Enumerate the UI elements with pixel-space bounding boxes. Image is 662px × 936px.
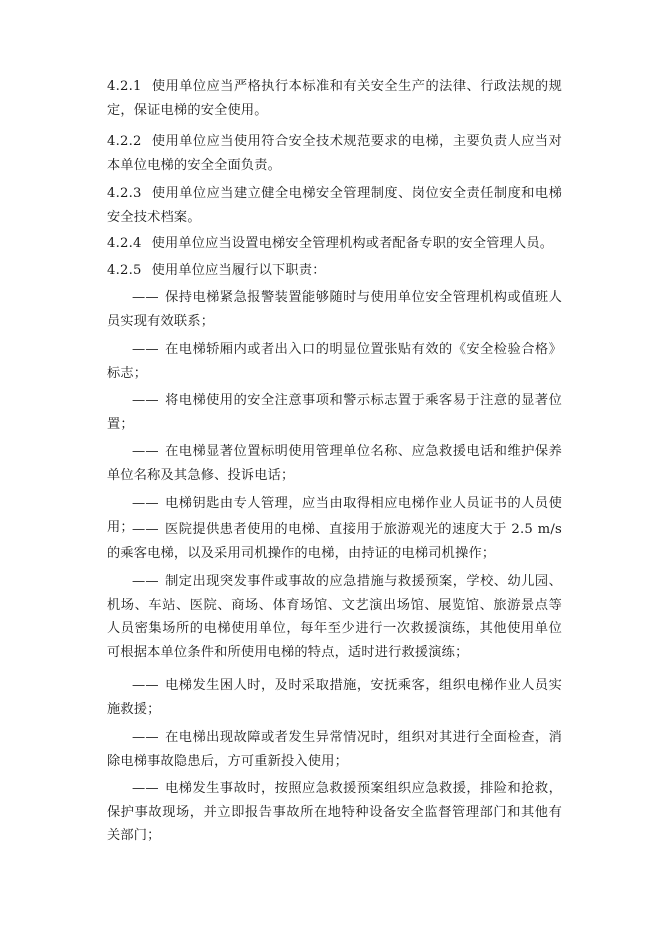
duty-text: 在电梯显著位置标明使用管理单位名称、应急救援电话和维护保养单位名称及其急修、投诉电话； — [107, 444, 562, 483]
duty-text: 电梯钥匙由专人管理，应当由取得相应电梯作业人员证书的人员使用； — [107, 496, 562, 535]
duty-text: 制定出现突发事件或事故的应急措施与救援预案，学校、幼儿园、机场、车站、医院、商场、体育场馆、文艺演出场馆、展览馆、旅游景点等人员密集场所的电梯使用单位，每年至少进行一次救援演练，其他使用单位可根据本单位条件和所使用电梯的特点，适时进行救援演练； — [107, 574, 562, 660]
duty-item — [107, 286, 562, 333]
clause-4-2-4 — [107, 232, 562, 256]
duty-item — [107, 338, 562, 385]
duty-item — [107, 674, 562, 721]
dash-marker: —— — [132, 444, 159, 459]
dash-marker: —— — [132, 730, 159, 745]
dash-marker: —— — [132, 678, 159, 693]
clause-number: 4.2.5 — [107, 263, 142, 278]
duty-item — [107, 440, 562, 487]
clause-number: 4.2.1 — [107, 79, 142, 94]
dash-marker: —— — [132, 496, 159, 511]
dash-marker: —— — [132, 342, 159, 357]
duty-item — [107, 726, 562, 773]
clause-text: 使用单位应当建立健全电梯安全管理制度、岗位安全责任制度和电梯安全技术档案。 — [107, 186, 562, 225]
clause-number: 4.2.4 — [107, 236, 142, 251]
clause-text: 使用单位应当履行以下职责： — [151, 263, 326, 278]
clause-text: 使用单位应当使用符合安全技术规范要求的电梯，主要负责人应当对本单位电梯的安全全面负责。 — [107, 134, 562, 173]
clause-text: 使用单位应当设置电梯安全管理机构或者配备专职的安全管理人员。 — [151, 236, 554, 251]
clause-4-2-5 — [107, 259, 562, 283]
duty-text: 在电梯轿厢内或者出入口的明显位置张贴有效的《安全检验合格》标志； — [107, 342, 562, 381]
clause-number: 4.2.3 — [107, 186, 142, 201]
dash-marker: —— — [132, 393, 159, 408]
duty-item — [107, 389, 562, 436]
duty-text: 电梯发生困人时，及时采取措施，安抚乘客，组织电梯作业人员实施救援； — [107, 678, 562, 717]
duty-item — [107, 777, 562, 848]
duty-text: 医院提供患者使用的电梯、直接用于旅游观光的速度大于 2.5 m/s 的乘客电梯，以及采用司机操作的电梯，由持证的电梯司机操作； — [107, 522, 562, 561]
clause-4-2-3 — [107, 182, 562, 229]
duty-text: 电梯发生事故时，按照应急救援预案组织应急救援，排险和抢救，保护事故现场，并立即报告事故所在地特种设备安全监督管理部门和其他有关部门； — [107, 781, 562, 843]
clause-text: 使用单位应当严格执行本标准和有关安全生产的法律、行政法规的规定，保证电梯的安全使用。 — [107, 79, 562, 118]
clause-4-2-1 — [107, 75, 562, 122]
duty-text: 保持电梯紧急报警装置能够随时与使用单位安全管理机构或值班人员实现有效联系； — [107, 290, 562, 329]
clause-number: 4.2.2 — [107, 134, 142, 149]
duty-text: 在电梯出现故障或者发生异常情况时，组织对其进行全面检查，消除电梯事故隐患后，方可重新投入使用； — [107, 730, 562, 769]
dash-marker: —— — [132, 781, 159, 796]
duty-text: 将电梯使用的安全注意事项和警示标志置于乘客易于注意的显著位置； — [107, 393, 562, 432]
dash-marker: —— — [132, 574, 159, 589]
dash-marker: —— — [132, 290, 159, 305]
duty-item — [107, 570, 562, 664]
duty-item — [107, 518, 562, 565]
clause-4-2-2 — [107, 130, 562, 177]
dash-marker: —— — [132, 522, 159, 537]
